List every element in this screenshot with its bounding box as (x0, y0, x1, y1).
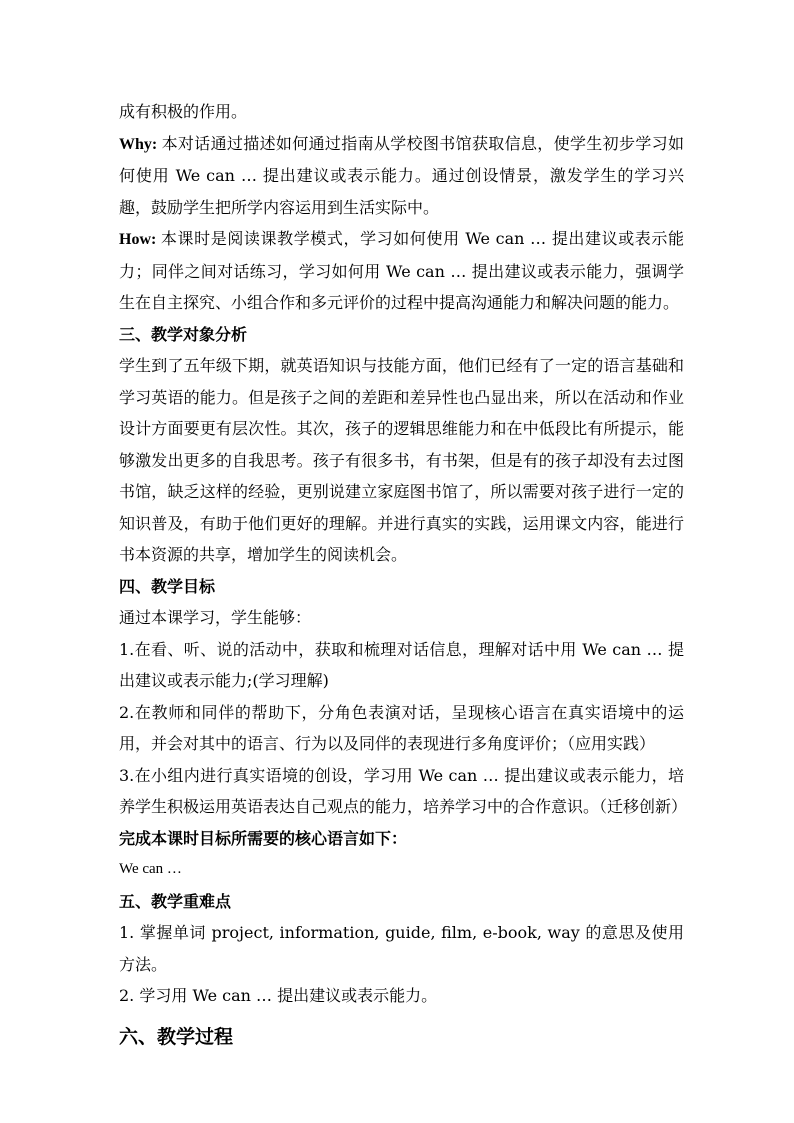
section3-text: 学生到了五年级下期，就英语知识与技能方面，他们已经有了一定的语言基础和学习英语的能力。但是孩子之间的差距和差异性也凸显出来，所以在活动和作业设计方面要更有层次性。其次，孩子的逻辑思维能力和在中低段比有所提示，能够激发出更多的自我思考。孩子有很多书，有书架，但是有的孩子却没有去过图书馆，缺乏这样的经验，更别说建立家庭图书馆了，所以需要对孩子进行一定的知识普及，有助于他们更好的理解。并进行真实的实践，运用课文内容，能进行书本资源的共享，增加学生的阅读机会。 (119, 356, 684, 564)
goal-item: 2.在教师和同伴的帮助下，分角色表演对话，呈现核心语言在真实语境中的运用，并会对其中的语言、行为以及同伴的表现进行多角度评价；（应用实践） (119, 702, 684, 753)
section6-heading: 六、教学过程 (119, 1025, 234, 1048)
section3-heading: 三、教学对象分析 (119, 324, 248, 344)
section4-lead: 通过本课学习，学生能够： (119, 608, 312, 627)
key-point-item: 1. 掌握单词 project, information, guide, film, e-book, way 的意思及使用方法。 (119, 923, 684, 974)
goal-item: 1.在看、听、说的活动中，获取和梳理对话信息，理解对话中用 We can … 提出建议或表示能力;(学习理解) (119, 639, 684, 690)
how-label: How: (119, 231, 157, 248)
how-paragraph (119, 223, 684, 319)
section5-heading: 五、教学重难点 (119, 891, 232, 911)
why-text: 本对话通过描述如何通过指南从学校图书馆获取信息，使学生初步学习如何使用 We can … 提出建议或表示能力。通过创设情景，激发学生的学习兴趣，鼓励学生把所学内容运用到生活实际中。 (119, 133, 684, 217)
core-language: We can … (119, 861, 182, 877)
why-label: Why: (119, 135, 158, 153)
goal-item: 3.在小组内进行真实语境的创设，学习用 We can … 提出建议或表示能力，培养学生积极运用英语表达自己观点的能力，培养学习中的合作意识。（迁移创新） (119, 765, 688, 816)
how-text: 本课时是阅读课教学模式，学习如何使用 We can … 提出建议或表示能力；同伴之间对话练习，学习如何用 We can … 提出建议或表示能力，强调学生在自主探究、小组合作和多元评价的过程中提高沟通能力和解决问题的能力。 (119, 229, 684, 312)
key-point-item: 2. 学习用 We can … 提出建议或表示能力。 (119, 986, 438, 1005)
section4-heading: 四、教学目标 (119, 576, 216, 596)
why-paragraph (119, 128, 684, 224)
intro-line: 成有积极的作用。 (119, 102, 248, 121)
core-language-heading: 完成本课时目标所需要的核心语言如下： (119, 828, 408, 848)
document-page (119, 96, 688, 1054)
